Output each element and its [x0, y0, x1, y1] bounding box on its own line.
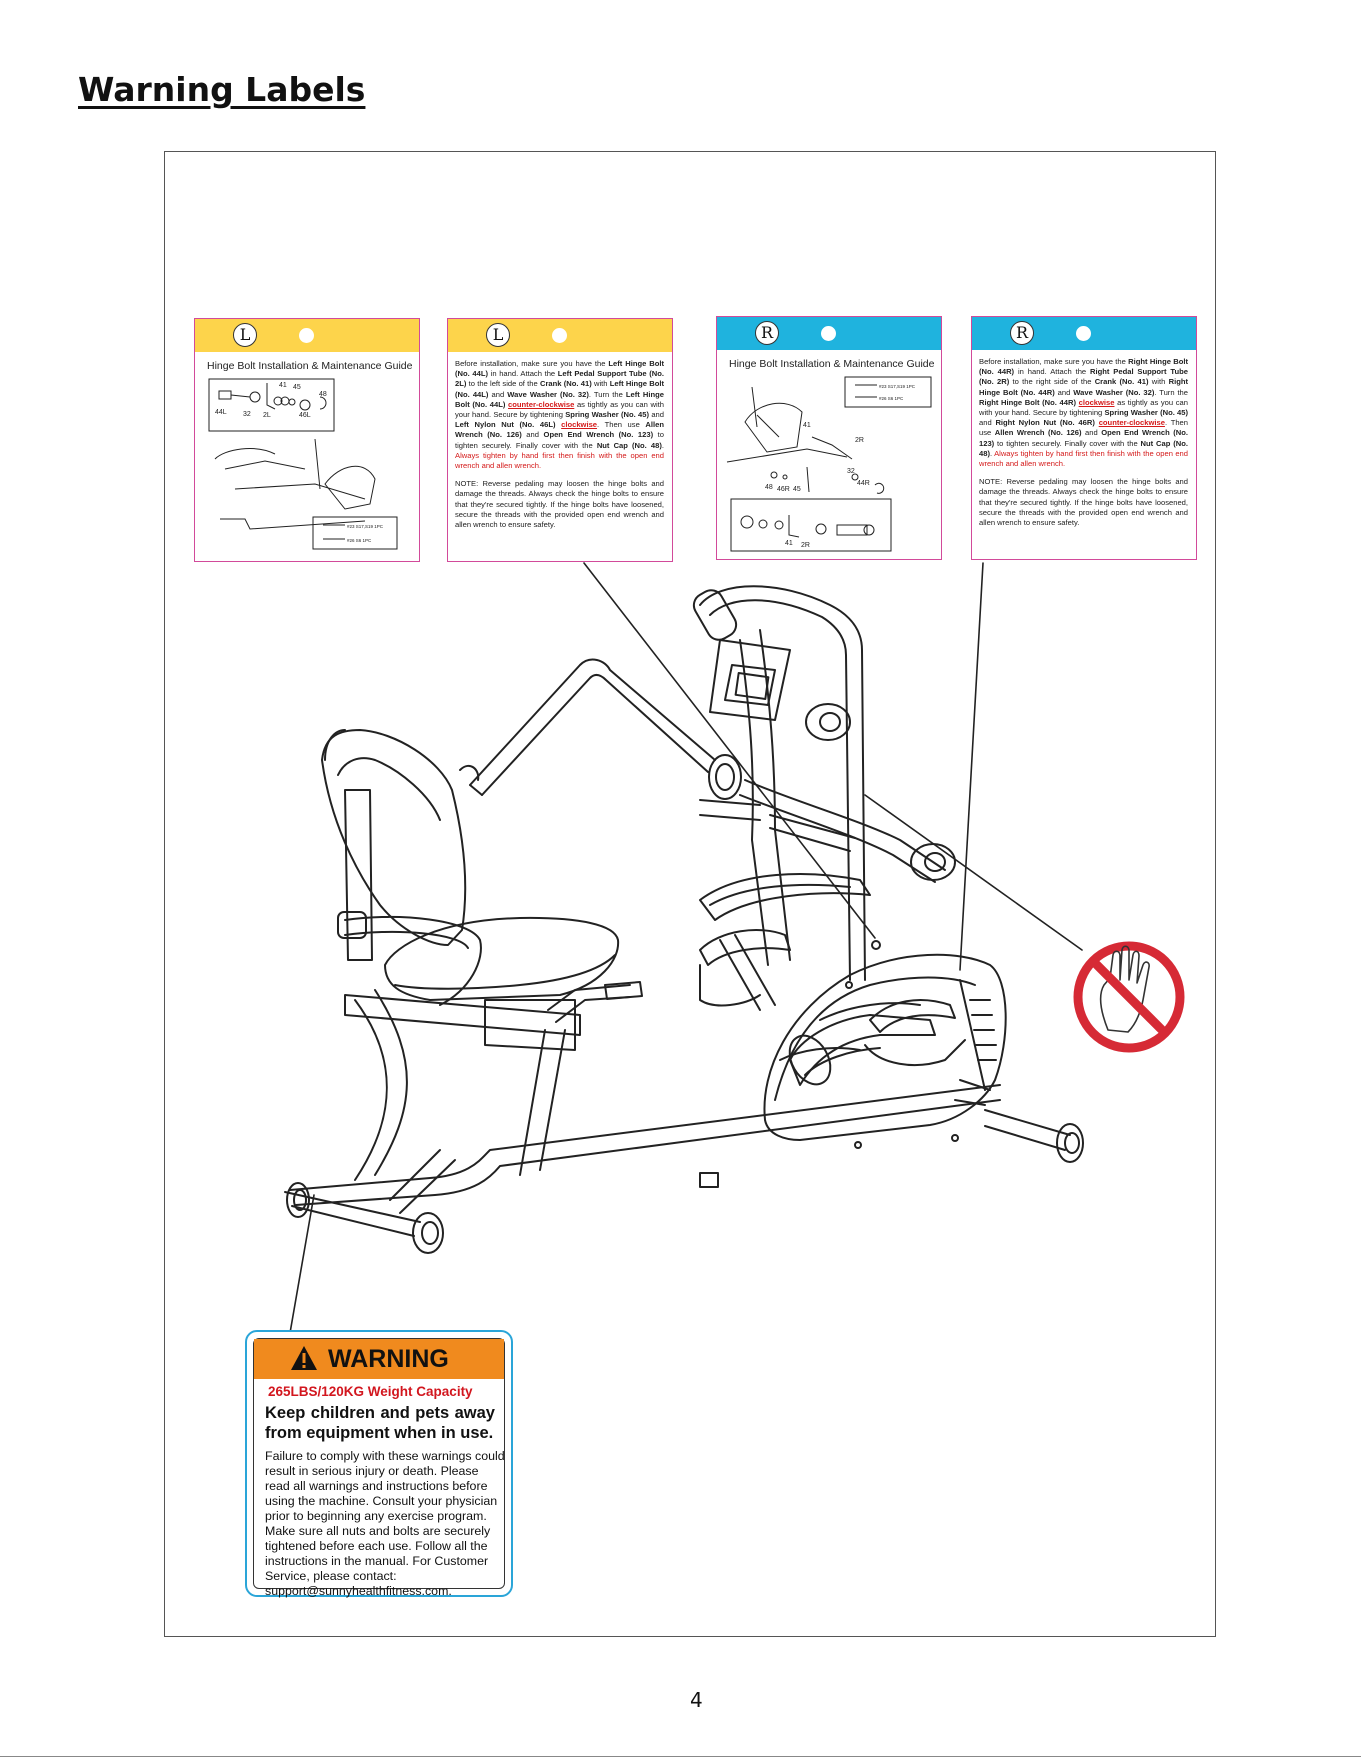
part-label: 46R [777, 486, 790, 493]
weight-capacity-warning-label [245, 1330, 513, 1597]
warning-label-left-instructions [447, 318, 673, 562]
part-label: 32 [847, 468, 855, 475]
tool-line: #23 S17,S19 1PC [879, 384, 916, 389]
warning-title: WARNING [328, 1345, 449, 1373]
part-label: 41 [279, 382, 287, 389]
part-label: 45 [793, 486, 801, 493]
card-title: Hinge Bolt Installation & Maintenance Guide [207, 360, 413, 372]
warning-label-right-guide [716, 316, 942, 560]
tool-line: #26 S6 1PC [879, 396, 904, 401]
card-title: Hinge Bolt Installation & Maintenance Guide [729, 358, 935, 370]
label-header-band [448, 319, 672, 352]
page-number: 4 [690, 1688, 703, 1712]
side-badge: L [233, 323, 257, 347]
tool-line: #26 S6 1PC [347, 538, 372, 543]
instruction-paragraph: Before installation, make sure you have the Left Hinge Bolt (No. 44L) in hand. Attach the Left Pedal Support Tube (No. 2L) to the left side of the Crank (No. 41) with Left Hinge Bolt (No. 44L) and Wave Washer (No. 32). Turn the Left Hinge Bolt (No. 44L) counter-clockwise as tightly as you can with your hand. Secure by tightening Spring Washer (No. 45) and Left Nylon Nut (No. 46L) clockwise. Then use Allen Wrench (No. 126) and Open End Wrench (No. 123) to tighten securely. Finally cover with the Nut Cap (No. 48). Always tighten by hand first then finish with the open end wrench and allen wrench. [455, 359, 665, 471]
warning-header-bar [254, 1339, 504, 1379]
header-dot [1076, 326, 1091, 341]
label-header-band [195, 319, 419, 352]
header-dot [299, 328, 314, 343]
note-paragraph: NOTE: Reverse pedaling may loosen the hinge bolts and damage the threads. Always check the hinge bolts to ensure that they're secured tightly. If the hinge bolts have loosened, secure the threads with the provided open end wrench and allen wrench to ensure safety. [979, 477, 1188, 528]
warning-label-right-instructions [971, 316, 1197, 560]
part-label: 41 [803, 422, 811, 429]
header-dot [821, 326, 836, 341]
warning-triangle-icon [290, 1345, 318, 1371]
tool-line: #23 S17,S19 1PC [347, 524, 384, 529]
right-hinge-diagram [717, 367, 943, 557]
header-dot [552, 328, 567, 343]
side-badge: L [486, 323, 510, 347]
label-header-band [972, 317, 1196, 350]
weight-capacity: 265LBS/120KG Weight Capacity [268, 1384, 473, 1399]
label-header-band [717, 317, 941, 350]
warning-label-left-guide [194, 318, 420, 562]
part-label: 48 [765, 484, 773, 491]
part-label: 2R [801, 542, 810, 549]
instruction-text [448, 352, 672, 530]
part-label: 2L [263, 412, 271, 419]
warning-inner [253, 1338, 505, 1598]
page-heading: Warning Labels [78, 70, 366, 109]
note-paragraph: NOTE: Reverse pedaling may loosen the hinge bolts and damage the threads. Always check the hinge bolts to ensure that they're secured tightly. If the hinge bolts have loosened, secure the threads with the provided open end wrench and allen wrench to ensure safety. [455, 479, 664, 530]
part-label: 32 [243, 411, 251, 418]
warning-body: Failure to comply with these warnings could result in serious injury or death. Please read all warnings and instructions before using the machine. Consult your physician prior to beginning any exercise program. Make sure all nuts and bolts are securely tightened before each use. Follow all the instructions in the manual. For Customer Service, please contact: support@sunnyhealthfitness.com. [265, 1449, 505, 1598]
part-label: 46L [299, 412, 311, 419]
keep-away-text: Keep children and pets away from equipment when in use. [265, 1404, 495, 1442]
part-label: 41 [785, 540, 793, 547]
side-badge: R [1010, 321, 1034, 345]
part-label: 45 [293, 384, 301, 391]
side-badge: R [755, 321, 779, 345]
instruction-paragraph: Before installation, make sure you have the Right Hinge Bolt (No. 44R) in hand. Attach the Right Pedal Support Tube (No. 2R) to the right side of the Crank (No. 41) with Right Hinge Bolt (No. 44R) and Wave Washer (No. 32). Turn the Right Hinge Bolt (No. 44R) clockwise as tightly as you can with your hand. Secure by tightening Spring Washer (No. 45) and Right Nylon Nut (No. 46R) counter-clockwise. Then use Allen Wrench (No. 126) and Open End Wrench (No. 123) to tighten securely. Finally cover with the Nut Cap (No. 48). Always tighten by hand first then finish with the open end wrench and allen wrench. [979, 357, 1189, 469]
part-label: 44L [215, 409, 227, 416]
instruction-text [972, 350, 1196, 528]
footer-rule [0, 1756, 1361, 1757]
part-label: 2R [855, 437, 864, 444]
part-label: 44R [857, 480, 870, 487]
left-hinge-diagram [195, 369, 421, 559]
part-label: 48 [319, 391, 327, 398]
